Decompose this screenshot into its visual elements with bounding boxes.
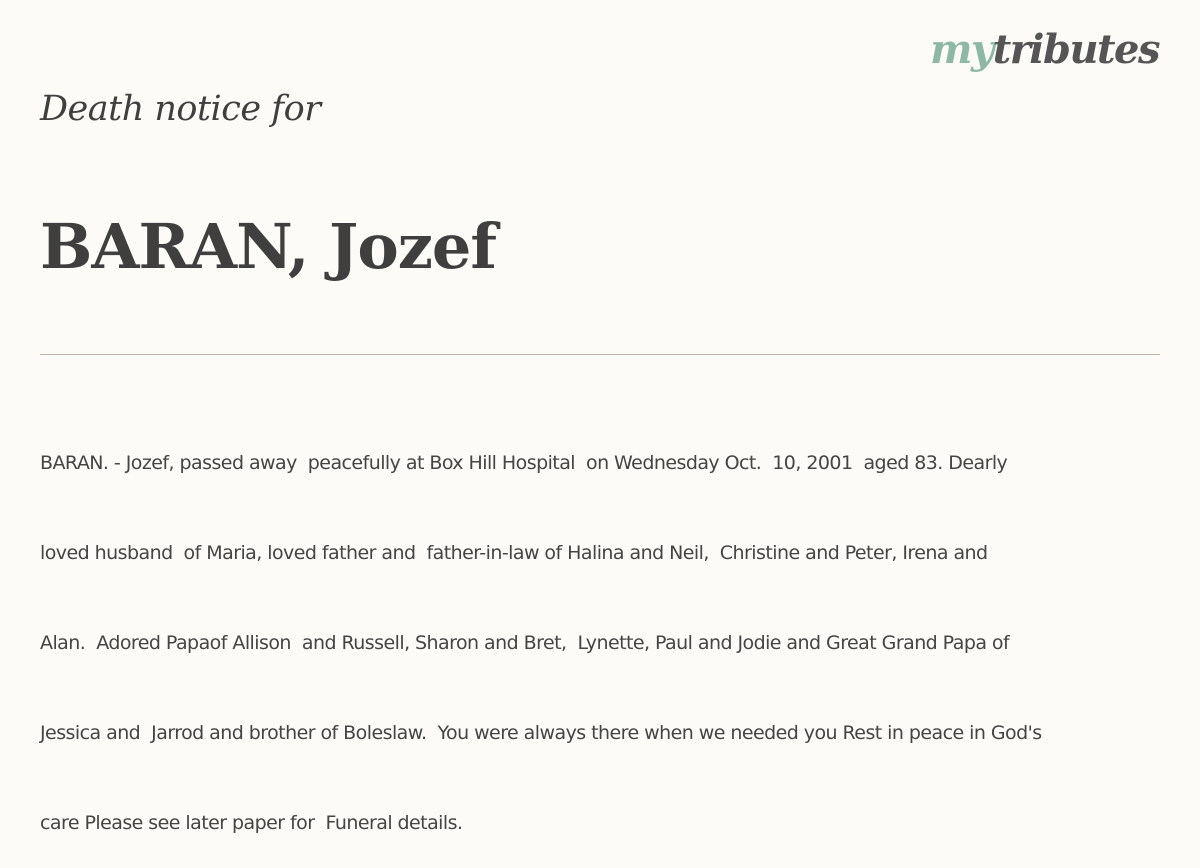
section-divider <box>40 354 1160 355</box>
notice-line: care Please see later paper for Funeral details. <box>40 812 463 834</box>
mytributes-logo[interactable] <box>930 26 1159 73</box>
logo-my-text: my <box>930 26 993 73</box>
notice-line: Alan. Adored Papaof Allison and Russell, Sharon and Bret, Lynette, Paul and Jodie and Great Grand Papa of <box>40 632 1010 654</box>
logo-tributes-text: tributes <box>992 26 1159 73</box>
notice-line: BARAN. - Jozef, passed away peacefully at Box Hill Hospital on Wednesday Oct. 10, 2001 aged 83. Dearly <box>40 452 1008 474</box>
notice-line: Jessica and Jarrod and brother of Boleslaw. You were always there when we needed you Rest in peace in God's <box>40 722 1042 744</box>
notice-text <box>40 388 1165 868</box>
death-notice-kicker: Death notice for <box>40 89 321 129</box>
notice-line: loved husband of Maria, loved father and father-in-law of Halina and Neil, Christine and Peter, Irena and <box>40 542 988 564</box>
deceased-name: BARAN, Jozef <box>40 210 497 283</box>
